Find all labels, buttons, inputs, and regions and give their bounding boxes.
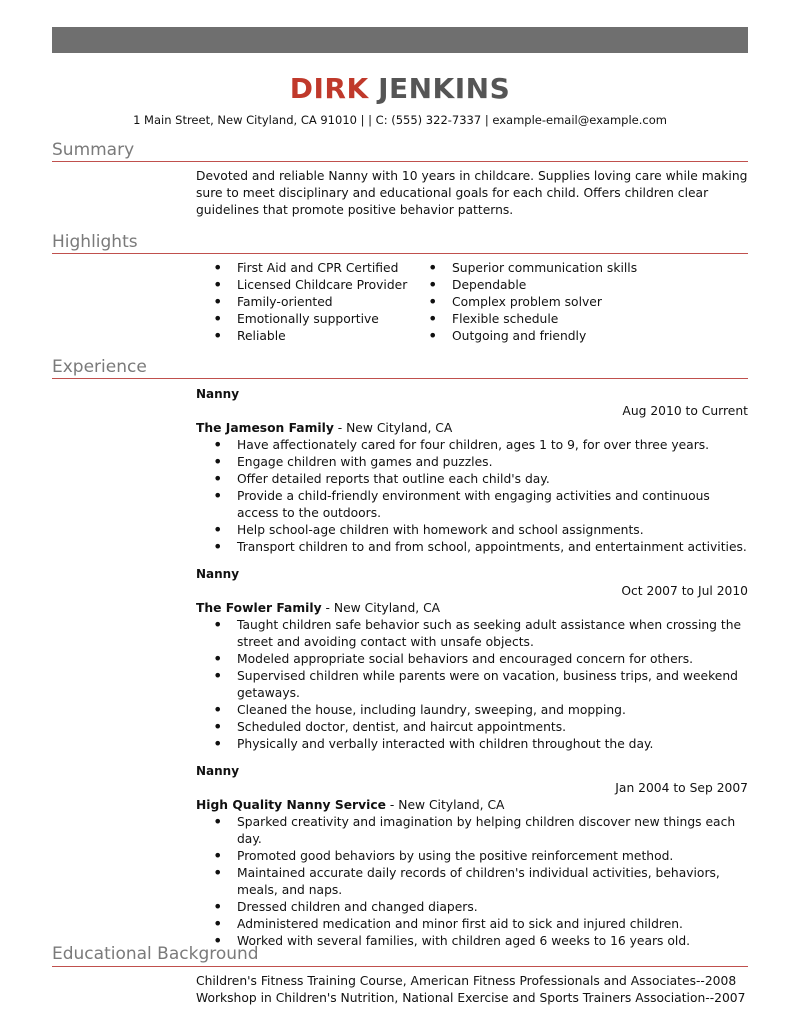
job-entry (196, 763, 748, 950)
list-item: • Promoted good behaviors by using the positive reinforcement method. (196, 848, 748, 865)
list-item: • Dependable (411, 277, 711, 294)
list-item: • Scheduled doctor, dentist, and haircut appointments. (196, 719, 748, 736)
list-item: • Reliable (196, 328, 411, 345)
first-name: DIRK (289, 72, 369, 105)
job-employer-line (196, 600, 748, 617)
list-item: • Provide a child-friendly environment with engaging activities and continuous access to the outdoors. (196, 488, 748, 522)
candidate-name (0, 71, 800, 107)
list-item: • Engage children with games and puzzles. (196, 454, 748, 471)
education-item: Children's Fitness Training Course, American Fitness Professionals and Associates--2008 (196, 974, 737, 988)
job-entry (196, 386, 748, 556)
job-duties (196, 617, 748, 753)
list-item: • Physically and verbally interacted with children throughout the day. (196, 736, 748, 753)
job-dates: Jan 2004 to Sep 2007 (615, 781, 748, 795)
job-location: - New Cityland, CA (321, 601, 441, 615)
education-divider (52, 966, 748, 967)
highlights-column-right (411, 260, 711, 345)
list-item: • Licensed Childcare Provider (196, 277, 411, 294)
list-item: • Help school-age children with homework and school assignments. (196, 522, 748, 539)
experience-heading: Experience (52, 357, 147, 377)
job-employer-line (196, 420, 748, 437)
education-item: Workshop in Children's Nutrition, National Exercise and Sports Trainers Association--2007 (196, 991, 746, 1005)
job-title: Nanny (196, 387, 240, 401)
contact-line: 1 Main Street, New Cityland, CA 91010 | | C: (555) 322-7337 | example-email@example.com (133, 113, 667, 127)
summary-text: Devoted and reliable Nanny with 10 years in childcare. Supplies loving care while making sure to meet disciplinary and educational goals for each child. Offers children clear guidelines that promote positive behavior patterns. (196, 169, 748, 217)
education-heading: Educational Background (52, 944, 259, 964)
list-item: • Superior communication skills (411, 260, 711, 277)
header-bar (52, 27, 748, 53)
list-item: • Modeled appropriate social behaviors and encouraged concern for others. (196, 651, 748, 668)
list-item: • Supervised children while parents were on vacation, business trips, and weekend getaways. (196, 668, 748, 702)
job-duties (196, 437, 748, 556)
list-item: • Worked with several families, with children aged 6 weeks to 16 years old. (196, 933, 748, 950)
list-item: • Administered medication and minor first aid to sick and injured children. (196, 916, 748, 933)
list-item: • Family-oriented (196, 294, 411, 311)
list-item: • Transport children to and from school, appointments, and entertainment activities. (196, 539, 748, 556)
list-item: • Flexible schedule (411, 311, 711, 328)
list-item: • Sparked creativity and imagination by helping children discover new things each day. (196, 814, 748, 848)
list-item: • Dressed children and changed diapers. (196, 899, 748, 916)
highlights-divider (52, 253, 748, 254)
experience-divider (52, 378, 748, 379)
job-employer: The Fowler Family (196, 601, 322, 615)
job-location: - New Cityland, CA (333, 421, 453, 435)
list-item: • Maintained accurate daily records of children's individual activities, behaviors, meals, and naps. (196, 865, 748, 899)
job-title: Nanny (196, 567, 240, 581)
job-location: - New Cityland, CA (385, 798, 505, 812)
list-item: • First Aid and CPR Certified (196, 260, 411, 277)
job-employer: The Jameson Family (196, 421, 334, 435)
list-item: • Offer detailed reports that outline each child's day. (196, 471, 748, 488)
highlights-list (196, 260, 748, 345)
job-duties (196, 814, 748, 950)
education-list (196, 973, 748, 1007)
list-item: • Emotionally supportive (196, 311, 411, 328)
job-employer: High Quality Nanny Service (196, 798, 386, 812)
last-name: JENKINS (378, 72, 511, 105)
summary-divider (52, 161, 748, 162)
highlights-heading: Highlights (52, 232, 138, 252)
list-item: • Have affectionately cared for four children, ages 1 to 9, for over three years. (196, 437, 748, 454)
job-employer-line (196, 797, 748, 814)
job-dates: Aug 2010 to Current (622, 404, 748, 418)
job-entry (196, 566, 748, 753)
highlights-column-left (196, 260, 411, 345)
job-title: Nanny (196, 764, 240, 778)
list-item: • Complex problem solver (411, 294, 711, 311)
summary-heading: Summary (52, 140, 135, 160)
job-dates: Oct 2007 to Jul 2010 (621, 584, 748, 598)
list-item: • Outgoing and friendly (411, 328, 711, 345)
list-item: • Cleaned the house, including laundry, sweeping, and mopping. (196, 702, 748, 719)
list-item: • Taught children safe behavior such as seeking adult assistance when crossing the street and avoiding contact with unsafe objects. (196, 617, 748, 651)
